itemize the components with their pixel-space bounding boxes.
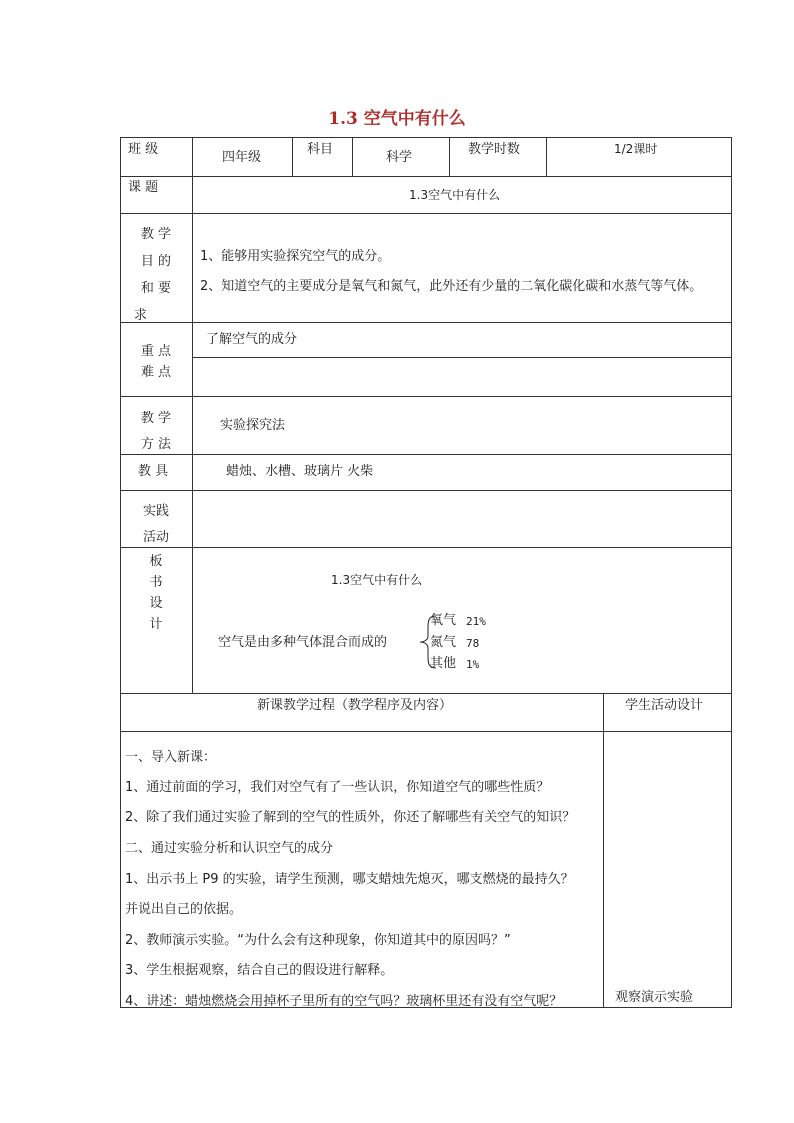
process-header-left: 新课教学过程（教学程序及内容）: [257, 698, 453, 713]
topic-value: 1.3空气中有什么: [409, 188, 501, 202]
process-line: 并说出自己的依据。: [125, 902, 243, 917]
key-points-label: 重 点 难 点: [140, 344, 172, 380]
hours-label: 教学时数: [468, 142, 521, 157]
process-line: 2、教师演示实验。“为什么会有这种现象，你知道其中的原因吗？”: [125, 933, 511, 948]
board-heading: 1.3空气中有什么: [331, 573, 423, 587]
method-value: 实验探究法: [220, 418, 286, 433]
tools-label: 教 具: [138, 464, 169, 479]
component-name: 氧气: [430, 613, 457, 628]
goals-label: 教 学 目 的 和 要 求: [134, 227, 172, 323]
process-line: 一、导入新课：: [125, 750, 217, 765]
practice-label: 实践 活动: [142, 504, 169, 545]
class-value: 四年级: [222, 150, 262, 165]
board-statement: 空气是由多种气体混合而成的: [218, 635, 388, 650]
key-points-value: 了解空气的成分: [206, 332, 298, 347]
process-line: 1、出示书上 P9 的实验，请学生预测，哪支蜡烛先熄灭，哪支燃烧的最持久？: [125, 872, 574, 887]
board-label: 板 书 设 计: [149, 554, 163, 632]
component-value: 78: [466, 637, 480, 650]
activity-value: 观察演示实验: [615, 990, 694, 1005]
topic-label: 课 题: [128, 180, 159, 195]
process-header-right: 学生活动设计: [625, 698, 704, 713]
component-name: 氮气: [430, 635, 457, 650]
process-line: 4、讲述：蜡烛燃烧会用掉杯子里所有的空气吗？玻璃杯里还有没有空气呢？: [125, 994, 563, 1009]
subject-value: 科学: [386, 150, 413, 165]
class-label: 班 级: [128, 142, 159, 157]
component-name: 其他: [430, 656, 457, 671]
subject-label: 科目: [307, 142, 334, 157]
component-value: 1%: [466, 658, 480, 671]
process-line: 二、通过实验分析和认识空气的成分: [125, 841, 334, 856]
tools-value: 蜡烛、水槽、玻璃片 火柴: [226, 464, 374, 479]
hours-value: 1/2课时: [614, 142, 658, 156]
page-title: 1.3 空气中有什么: [328, 109, 466, 129]
process-line: 3、学生根据观察，结合自己的假设进行解释。: [125, 963, 394, 978]
process-line: 2、除了我们通过实验了解到的空气的性质外，你还了解哪些有关空气的知识？: [125, 810, 576, 825]
method-label: 教 学 方 法: [140, 411, 172, 452]
goal-item: 2、知道空气的主要成分是氧气和氮气，此外还有少量的二氧化碳化碳和水蒸气等气体。: [200, 279, 703, 294]
goal-item: 1、能够用实验探究空气的成分。: [200, 249, 391, 264]
process-line: 1、通过前面的学习，我们对空气有了一些认识，你知道空气的哪些性质？: [125, 780, 550, 795]
component-value: 21%: [466, 615, 486, 628]
